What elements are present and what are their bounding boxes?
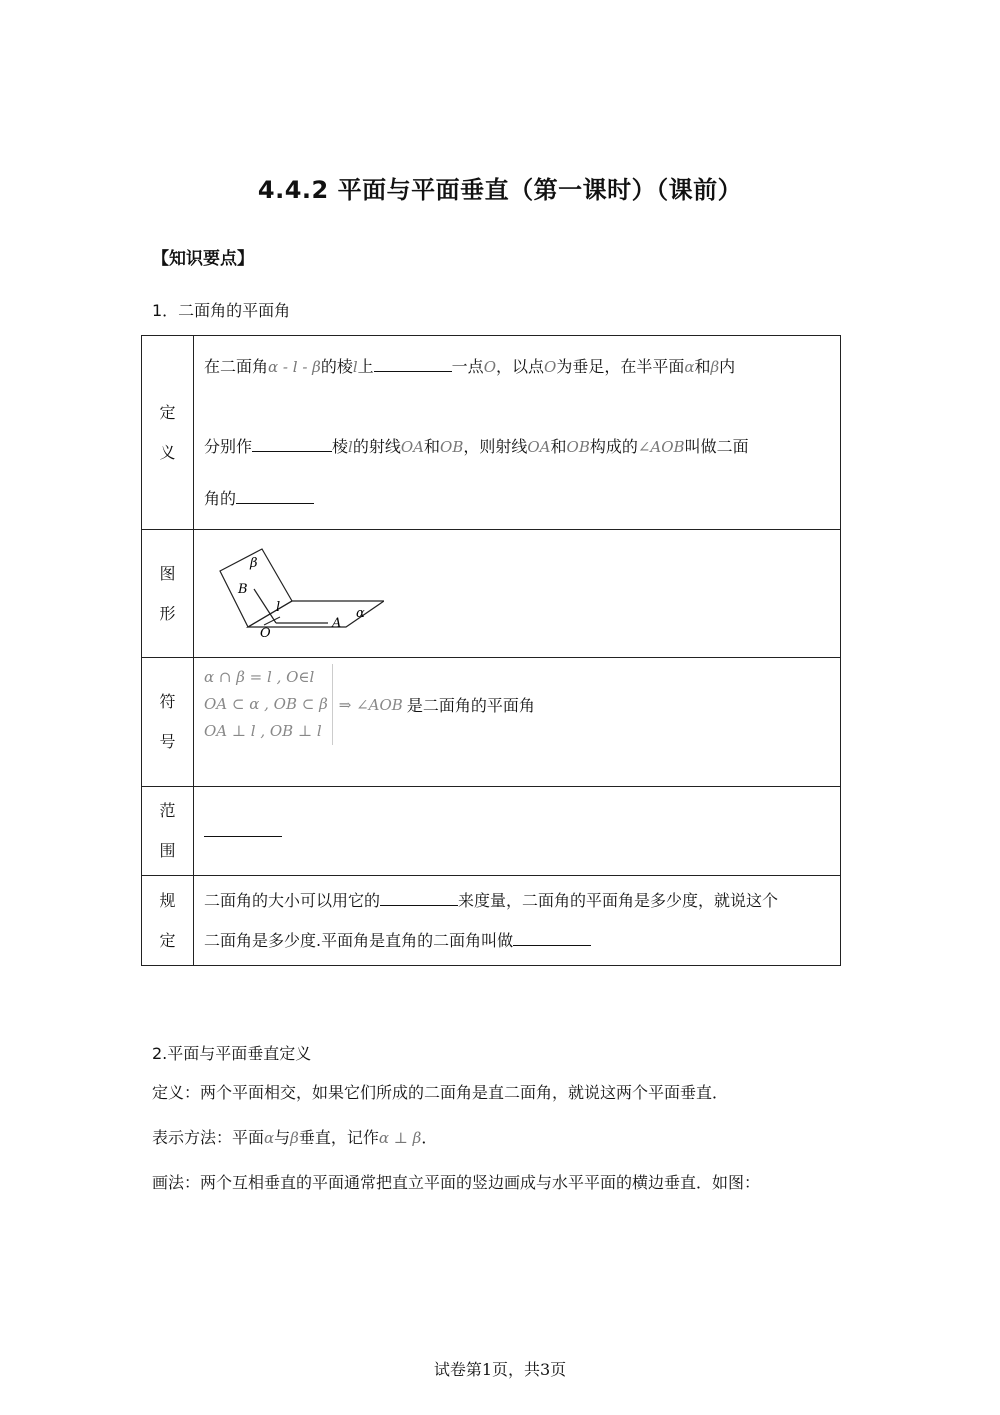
section2-drawing: 画法：两个互相垂直的平面通常把直立平面的竖边画成与水平平面的横边垂直．如图： xyxy=(152,1173,761,1192)
definition-label: 定 义 xyxy=(142,336,194,530)
ray-ob xyxy=(254,589,276,623)
symbol-row xyxy=(142,658,841,787)
figure-label: 图 形 xyxy=(142,530,194,658)
fill-blank xyxy=(374,357,452,372)
symbol-label: 符 号 xyxy=(142,658,194,787)
symbol-implies: ⇒ ∠AOB xyxy=(338,695,403,714)
section2 xyxy=(152,1042,760,1195)
knowledge-heading: 【知识要点】 xyxy=(152,249,254,269)
section1-heading: 1．二面角的平面角 xyxy=(152,301,291,320)
rule-row xyxy=(142,876,841,966)
figure-content xyxy=(194,530,841,658)
fill-blank xyxy=(380,891,458,906)
fill-blank xyxy=(236,489,314,504)
definition-line-1: 在二面角α - l - β的棱l上 一点O，以点O为垂足，在半平面α和β内 xyxy=(204,356,736,376)
section2-heading: 2.平面与平面垂直定义 xyxy=(152,1044,312,1063)
page-title: 4.4.2 平面与平面垂直（第一课时）（课前） xyxy=(257,176,743,204)
label-alpha: α xyxy=(356,605,365,621)
rule-label: 规 定 xyxy=(142,876,194,966)
dihedral-angle-diagram xyxy=(204,547,384,637)
fill-blank xyxy=(204,822,282,837)
symbol-conditions: α ∩ β = l , O∈l OA ⊂ α , OB ⊂ β OA ⊥ l , OB ⊥ l xyxy=(204,664,333,745)
knowledge-table xyxy=(141,335,841,966)
definition-line-2: 分别作 棱l的射线OA和OB，则射线OA和OB构成的∠AOB叫做二面 xyxy=(204,436,749,456)
label-b: B xyxy=(238,581,248,597)
label-o: O xyxy=(260,625,271,637)
edge-segment xyxy=(264,617,280,625)
symbol-content xyxy=(194,658,841,787)
symbol-conclusion: 是二面角的平面角 xyxy=(406,696,535,715)
definition-content xyxy=(194,336,841,530)
page-footer: 试卷第1页，共3页 xyxy=(433,1360,567,1379)
section2-definition: 定义：两个平面相交，如果它们所成的二面角是直二面角，就说这两个平面垂直． xyxy=(152,1083,729,1102)
figure-row xyxy=(142,530,841,658)
section2-notation: 表示方法：平面α与β垂直，记作α ⊥ β． xyxy=(152,1128,438,1147)
range-row xyxy=(142,787,841,876)
label-l: l xyxy=(276,599,281,615)
range-content xyxy=(194,787,841,876)
label-a: A xyxy=(332,615,342,631)
definition-row xyxy=(142,336,841,530)
fill-blank xyxy=(513,931,591,946)
definition-line-3: 角的 xyxy=(204,479,830,519)
label-beta: β xyxy=(250,555,258,571)
fill-blank xyxy=(252,437,332,452)
rule-content: 二面角的大小可以用它的 来度量，二面角的平面角是多少度，就说这个 二面角是多少度.平面角是直角的二面角叫做 xyxy=(194,876,841,966)
range-label: 范 围 xyxy=(142,787,194,876)
